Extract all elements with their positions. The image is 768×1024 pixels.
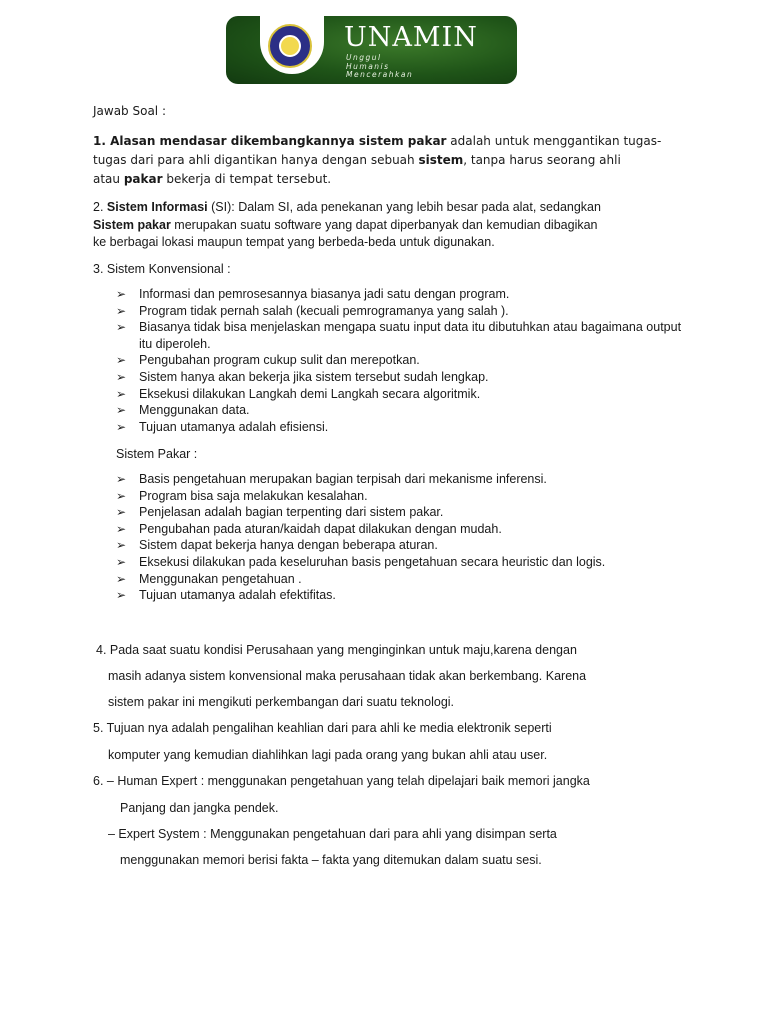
list-item: ➢ Sistem hanya akan bekerja jika sistem tersebut sudah lengkap. bbox=[116, 369, 489, 384]
answer-5-line: komputer yang kemudian diahlihkan lagi pada orang yang bukan ahli atau user. bbox=[108, 748, 548, 762]
sistem-pakar-heading: Sistem Pakar : bbox=[116, 447, 198, 461]
answer-1-line bbox=[93, 170, 331, 189]
answer-2-line bbox=[93, 216, 598, 234]
doc-title: Jawab Soal : bbox=[93, 104, 166, 118]
list-item: ➢ Tujuan utamanya adalah efisiensi. bbox=[116, 419, 329, 434]
answer-2-line bbox=[93, 198, 601, 216]
arrow-bullet-icon: ➢ bbox=[116, 386, 127, 401]
list-item: ➢ Pengubahan pada aturan/kaidah dapat dilakukan dengan mudah. bbox=[116, 521, 502, 536]
answer-2-bold: Sistem pakar bbox=[93, 218, 171, 232]
arrow-bullet-icon: ➢ bbox=[116, 320, 127, 335]
answer-1-bold: pakar bbox=[123, 172, 163, 186]
brand-tagline bbox=[346, 54, 413, 80]
answer-1-bold: sistem bbox=[418, 153, 464, 167]
arrow-bullet-icon: ➢ bbox=[116, 369, 127, 384]
list-item: ➢ Eksekusi dilakukan Langkah demi Langkah secara algoritmik. bbox=[116, 386, 481, 401]
arrow-bullet-icon: ➢ bbox=[116, 403, 127, 418]
list-item: ➢ Basis pengetahuan merupakan bagian terpisah dari mekanisme inferensi. bbox=[116, 472, 547, 486]
answer-1-line bbox=[93, 132, 661, 151]
pakar-list bbox=[116, 471, 696, 604]
tagline-line: Mencerahkan bbox=[346, 70, 414, 79]
arrow-bullet-icon: ➢ bbox=[116, 287, 127, 301]
arrow-bullet-icon: ➢ bbox=[116, 571, 127, 586]
list-item: ➢ Biasanya tidak bisa menjelaskan mengapa suatu input data itu dibutuhkan atau bagaimana output itu diperoleh. bbox=[116, 320, 682, 351]
answer-6-line: Panjang dan jangka pendek. bbox=[120, 801, 279, 815]
arrow-bullet-icon: ➢ bbox=[116, 353, 127, 368]
arrow-bullet-icon: ➢ bbox=[116, 472, 127, 486]
answer-1-bold: 1. Alasan mendasar dikembangkannya sistem pakar bbox=[93, 134, 447, 148]
university-logo-banner bbox=[226, 16, 517, 84]
arrow-bullet-icon: ➢ bbox=[116, 538, 127, 553]
list-item: ➢ Menggunakan pengetahuan . bbox=[116, 571, 302, 586]
list-item: ➢ Tujuan utamanya adalah efektifitas. bbox=[116, 588, 336, 603]
arrow-bullet-icon: ➢ bbox=[116, 588, 127, 603]
answer-4-line: 4. Pada saat suatu kondisi Perusahaan yang menginginkan untuk maju,karena dengan bbox=[96, 643, 577, 657]
answer-2-text: merupakan suatu software yang dapat diperbanyak dan kemudian dibagikan bbox=[170, 218, 598, 232]
answer-6-line: 6. – Human Expert : menggunakan pengetahuan yang telah dipelajari baik memori jangka bbox=[93, 774, 590, 788]
answer-2-bold: Sistem Informasi bbox=[106, 200, 208, 214]
list-item: ➢ Program bisa saja melakukan kesalahan. bbox=[116, 488, 368, 503]
answer-6-line: – Expert System : Menggunakan pengetahuan dari para ahli yang disimpan serta bbox=[108, 827, 557, 841]
answer-4-line: masih adanya sistem konvensional maka perusahaan tidak akan berkembang. Karena bbox=[108, 669, 587, 683]
answer-2-text: (SI): Dalam SI, ada penekanan yang lebih besar pada alat, sedangkan bbox=[207, 200, 601, 214]
arrow-bullet-icon: ➢ bbox=[116, 554, 127, 569]
tagline-line: Unggul bbox=[346, 53, 382, 62]
list-item: ➢ Eksekusi dilakukan pada keseluruhan basis pengetahuan secara heuristic dan logis. bbox=[116, 554, 606, 569]
answer-1-line bbox=[93, 151, 621, 170]
answer-3-heading: 3. Sistem Konvensional : bbox=[93, 262, 231, 276]
brand-name: UNAMIN bbox=[344, 22, 478, 53]
tagline-line: Humanis bbox=[346, 61, 390, 71]
list-item: ➢ Menggunakan data. bbox=[116, 403, 250, 418]
answer-2-text: 2. bbox=[93, 200, 107, 214]
list-item: ➢ Sistem dapat bekerja hanya dengan beberapa aturan. bbox=[116, 538, 438, 553]
arrow-bullet-icon: ➢ bbox=[116, 521, 127, 536]
answer-4-line: sistem pakar ini mengikuti perkembangan dari suatu teknologi. bbox=[108, 695, 455, 709]
arrow-bullet-icon: ➢ bbox=[116, 488, 127, 503]
answer-6-line: menggunakan memori berisi fakta – fakta yang ditemukan dalam suatu sesi. bbox=[120, 853, 542, 867]
answer-1-text: , tanpa harus seorang ahli bbox=[463, 153, 621, 167]
answer-2-line: ke berbagai lokasi maupun tempat yang berbeda-beda untuk digunakan. bbox=[93, 235, 495, 249]
konvensional-list bbox=[116, 286, 696, 435]
list-item: ➢ Informasi dan pemrosesannya biasanya jadi satu dengan program. bbox=[116, 287, 510, 301]
arrow-bullet-icon: ➢ bbox=[116, 505, 127, 520]
answer-1-text: atau bbox=[93, 172, 124, 186]
list-item: ➢ Pengubahan program cukup sulit dan merepotkan. bbox=[116, 353, 420, 368]
arrow-bullet-icon: ➢ bbox=[116, 303, 127, 318]
arrow-bullet-icon: ➢ bbox=[116, 419, 127, 434]
answer-1-text: bekerja di tempat tersebut. bbox=[162, 172, 332, 186]
answer-1-text: adalah untuk menggantikan tugas- bbox=[446, 134, 662, 148]
answer-5-line: 5. Tujuan nya adalah pengalihan keahlian dari para ahli ke media elektronik seperti bbox=[93, 721, 552, 735]
list-item: ➢ Penjelasan adalah bagian terpenting dari sistem pakar. bbox=[116, 505, 444, 520]
answer-1-text: tugas dari para ahli digantikan hanya dengan sebuah bbox=[93, 153, 419, 167]
university-seal-icon bbox=[268, 24, 312, 68]
list-item: ➢ Program tidak pernah salah (kecuali pemrogramanya yang salah ). bbox=[116, 303, 509, 318]
